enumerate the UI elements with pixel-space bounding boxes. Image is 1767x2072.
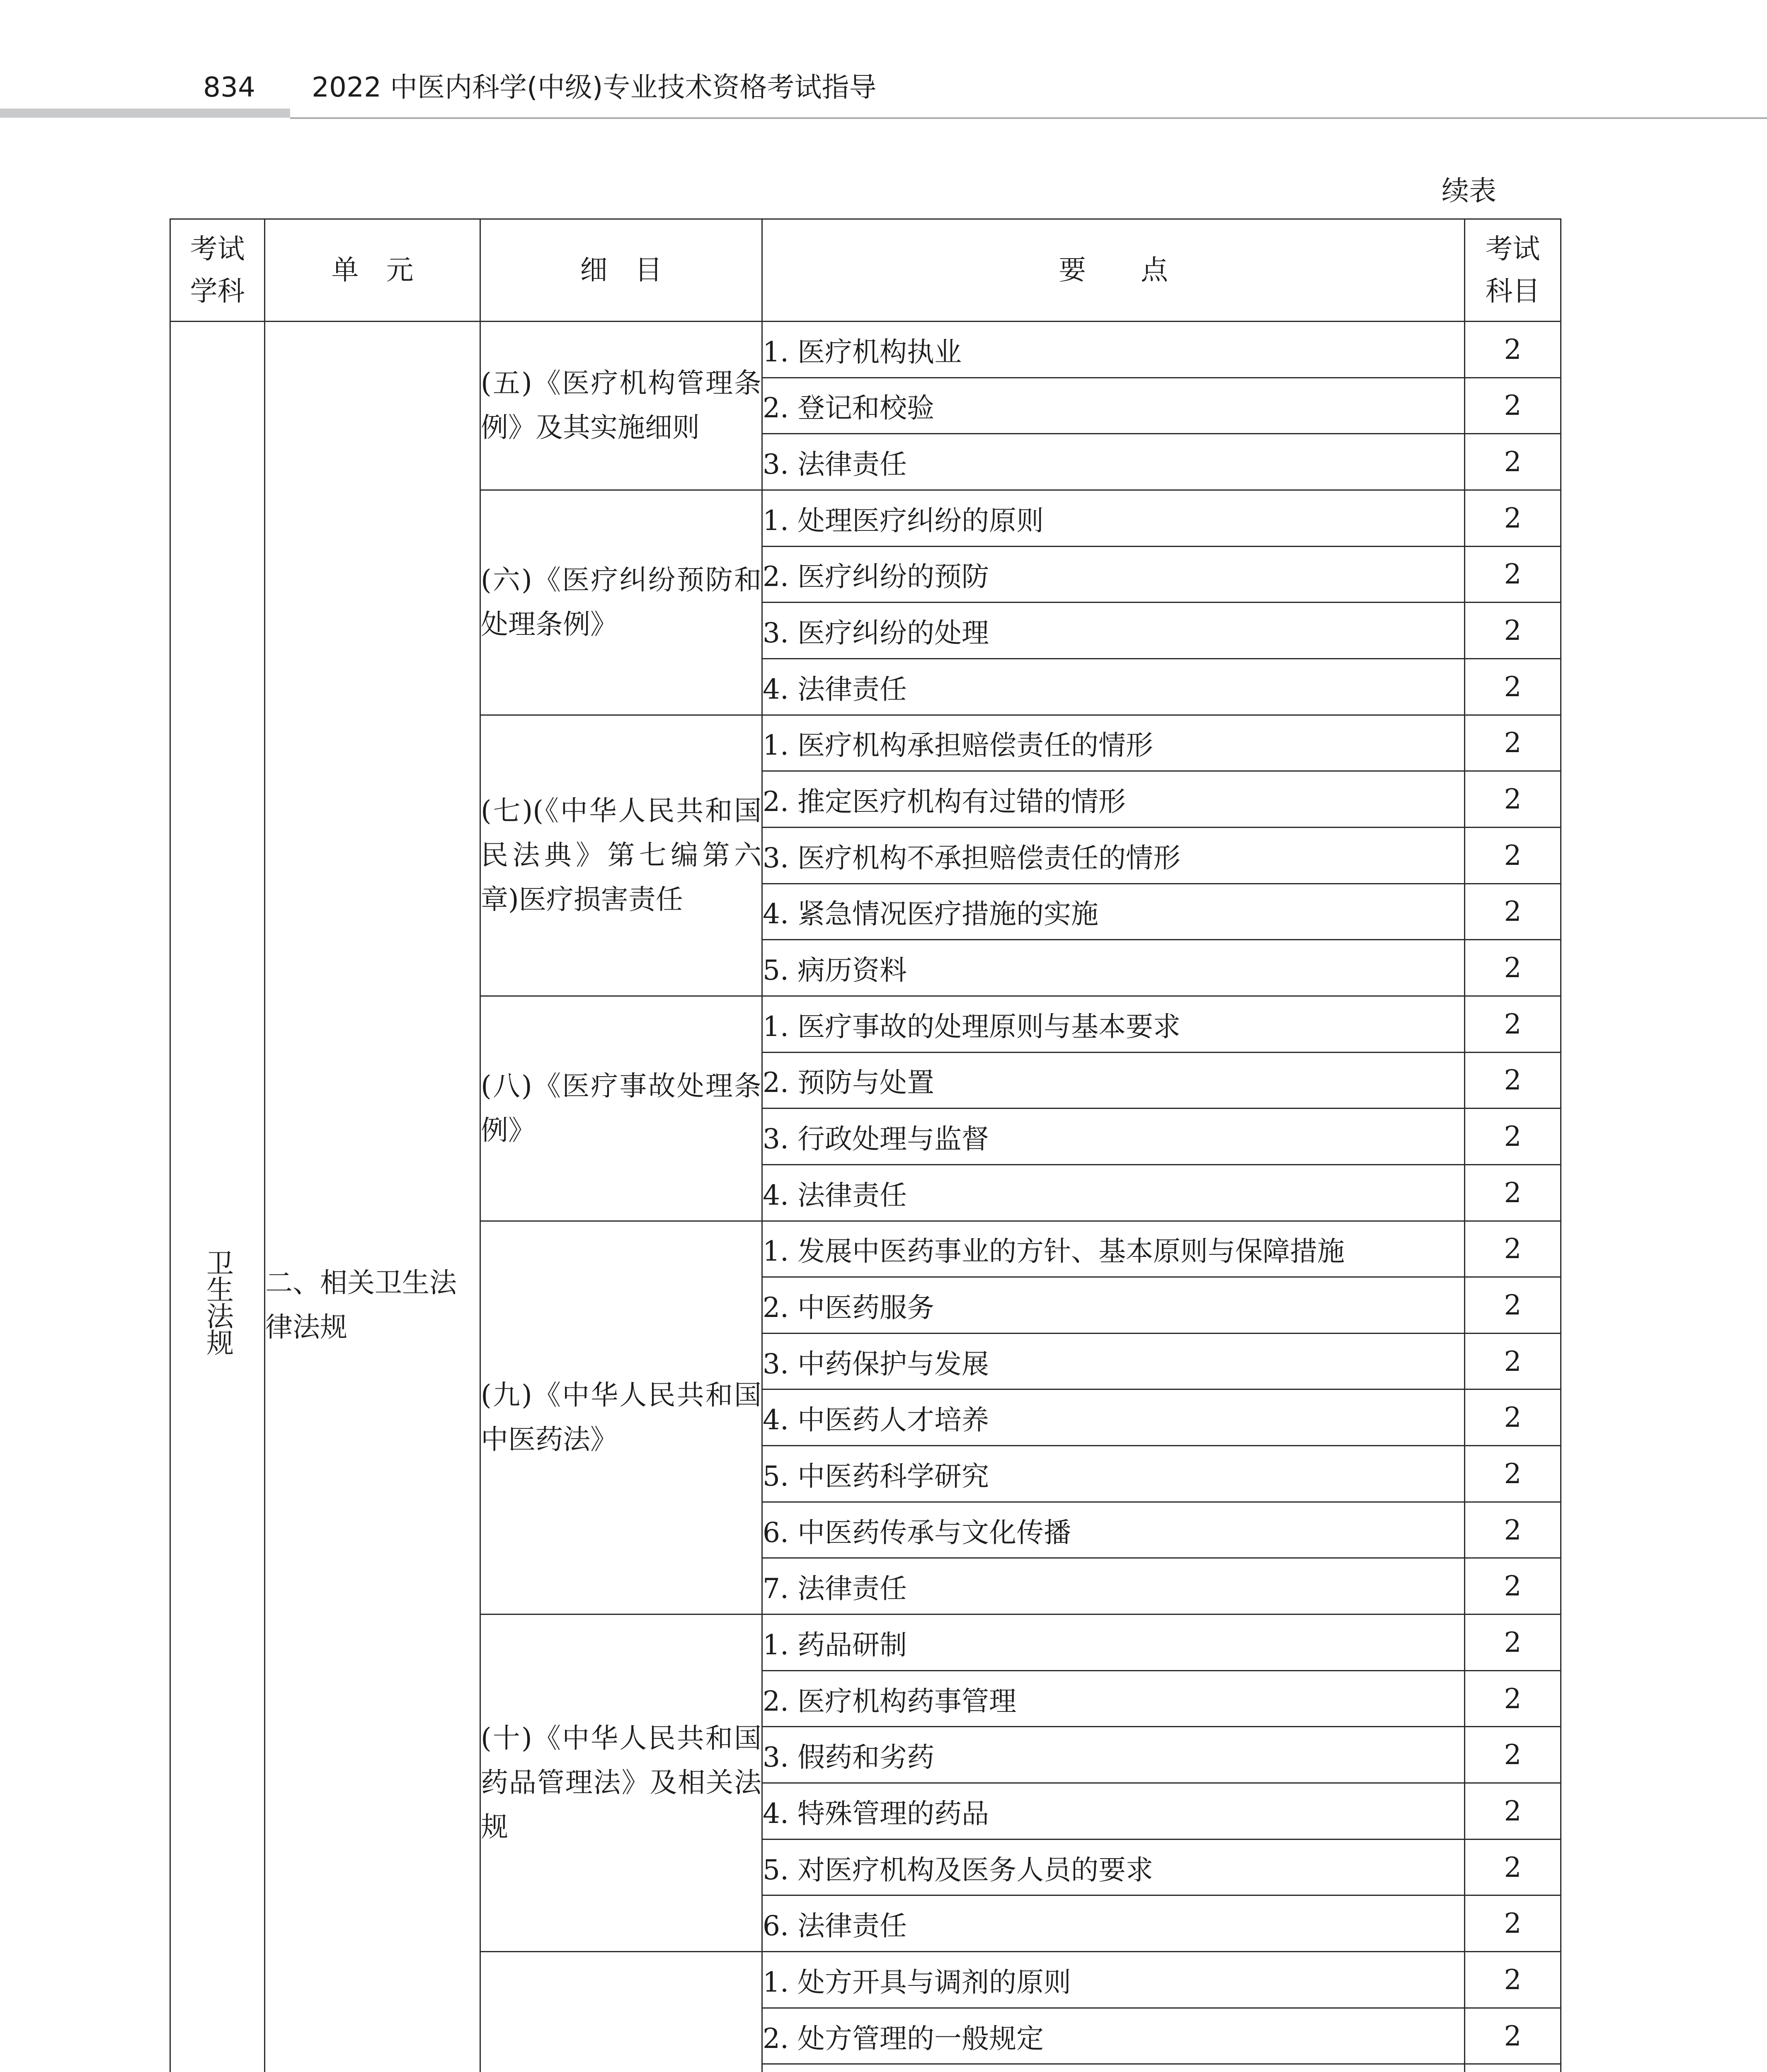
page-number: 834 bbox=[203, 71, 255, 103]
detail-cell: (十)《中华人民共和国药品管理法》及相关法规 bbox=[480, 1615, 762, 1952]
unit-cell: 二、相关卫生法律法规 bbox=[265, 322, 480, 2072]
point-cell: 1. 处方开具与调剂的原则 bbox=[762, 1952, 1465, 2008]
level-cell: 2 bbox=[1465, 996, 1561, 1052]
detail-cell: (八)《医疗事故处理条例》 bbox=[480, 996, 762, 1221]
point-cell bbox=[762, 2064, 1465, 2072]
level-cell: 2 bbox=[1465, 1727, 1561, 1783]
point-cell: 3. 法律责任 bbox=[762, 434, 1465, 490]
header-accent-bar bbox=[0, 109, 290, 118]
level-cell: 2 bbox=[1465, 771, 1561, 828]
level-cell: 2 bbox=[1465, 1558, 1561, 1615]
detail-cell: (六)《医疗纠纷预防和处理条例》 bbox=[480, 490, 762, 715]
level-cell bbox=[1465, 2064, 1561, 2072]
level-cell: 2 bbox=[1465, 1052, 1561, 1109]
level-cell: 2 bbox=[1465, 546, 1561, 603]
point-cell: 3. 行政处理与监督 bbox=[762, 1109, 1465, 1165]
table-header-row bbox=[170, 219, 1561, 322]
detail-cell: (九)《中华人民共和国中医药法》 bbox=[480, 1221, 762, 1615]
table-row bbox=[170, 322, 1561, 378]
level-cell: 2 bbox=[1465, 1277, 1561, 1334]
level-cell: 2 bbox=[1465, 1389, 1561, 1446]
point-cell: 6. 法律责任 bbox=[762, 1895, 1465, 1952]
level-cell: 2 bbox=[1465, 1164, 1561, 1221]
point-cell: 3. 医疗纠纷的处理 bbox=[762, 603, 1465, 659]
level-cell: 2 bbox=[1465, 1895, 1561, 1952]
level-cell: 2 bbox=[1465, 1446, 1561, 1502]
level-cell: 2 bbox=[1465, 1333, 1561, 1389]
point-cell: 1. 药品研制 bbox=[762, 1615, 1465, 1671]
book-title: 2022 中医内科学(中级)专业技术资格考试指导 bbox=[312, 71, 877, 103]
point-cell: 4. 法律责任 bbox=[762, 1164, 1465, 1221]
point-cell: 5. 对医疗机构及医务人员的要求 bbox=[762, 1839, 1465, 1895]
level-cell: 2 bbox=[1465, 884, 1561, 940]
level-cell: 2 bbox=[1465, 1952, 1561, 2008]
level-cell: 2 bbox=[1465, 715, 1561, 771]
level-cell: 2 bbox=[1465, 1670, 1561, 1727]
point-cell: 2. 处方管理的一般规定 bbox=[762, 2008, 1465, 2064]
level-cell: 2 bbox=[1465, 1783, 1561, 1840]
level-cell: 2 bbox=[1465, 827, 1561, 884]
detail-cell bbox=[480, 1952, 762, 2072]
header-subject: 考试 学科 bbox=[170, 219, 265, 322]
level-cell: 2 bbox=[1465, 1502, 1561, 1558]
point-cell: 2. 医疗纠纷的预防 bbox=[762, 546, 1465, 603]
detail-cell: (五)《医疗机构管理条例》及其实施细则 bbox=[480, 322, 762, 490]
header-level: 考试 科目 bbox=[1465, 219, 1561, 322]
level-cell: 2 bbox=[1465, 434, 1561, 490]
level-cell: 2 bbox=[1465, 1221, 1561, 1277]
subject-cell bbox=[170, 322, 265, 2072]
point-cell: 4. 紧急情况医疗措施的实施 bbox=[762, 884, 1465, 940]
level-cell: 2 bbox=[1465, 1109, 1561, 1165]
point-cell: 2. 中医药服务 bbox=[762, 1277, 1465, 1334]
level-cell: 2 bbox=[1465, 1839, 1561, 1895]
point-cell: 1. 医疗事故的处理原则与基本要求 bbox=[762, 996, 1465, 1052]
point-cell: 2. 登记和校验 bbox=[762, 378, 1465, 434]
header-unit: 单 元 bbox=[265, 219, 480, 322]
level-cell: 2 bbox=[1465, 490, 1561, 546]
level-cell: 2 bbox=[1465, 1615, 1561, 1671]
point-cell: 3. 中药保护与发展 bbox=[762, 1333, 1465, 1389]
point-cell: 1. 发展中医药事业的方针、基本原则与保障措施 bbox=[762, 1221, 1465, 1277]
point-cell: 6. 中医药传承与文化传播 bbox=[762, 1502, 1465, 1558]
header-rule bbox=[290, 117, 1767, 119]
header-points: 要 点 bbox=[762, 219, 1465, 322]
level-cell: 2 bbox=[1465, 940, 1561, 996]
syllabus-table bbox=[170, 218, 1561, 2072]
level-cell: 2 bbox=[1465, 603, 1561, 659]
point-cell: 4. 中医药人才培养 bbox=[762, 1389, 1465, 1446]
subject-text: 卫生法规 bbox=[201, 1249, 234, 1355]
level-cell: 2 bbox=[1465, 378, 1561, 434]
level-cell: 2 bbox=[1465, 658, 1561, 715]
point-cell: 2. 医疗机构药事管理 bbox=[762, 1670, 1465, 1727]
detail-cell: (七)(《中华人民共和国民法典》第七编第六章)医疗损害责任 bbox=[480, 715, 762, 996]
point-cell: 5. 中医药科学研究 bbox=[762, 1446, 1465, 1502]
point-cell: 5. 病历资料 bbox=[762, 940, 1465, 996]
level-cell: 2 bbox=[1465, 322, 1561, 378]
point-cell: 2. 推定医疗机构有过错的情形 bbox=[762, 771, 1465, 828]
point-cell: 1. 医疗机构执业 bbox=[762, 322, 1465, 378]
point-cell: 3. 医疗机构不承担赔偿责任的情形 bbox=[762, 827, 1465, 884]
header-detail: 细 目 bbox=[480, 219, 762, 322]
point-cell: 7. 法律责任 bbox=[762, 1558, 1465, 1615]
point-cell: 1. 医疗机构承担赔偿责任的情形 bbox=[762, 715, 1465, 771]
continuation-label: 续表 bbox=[1442, 175, 1496, 207]
point-cell: 4. 特殊管理的药品 bbox=[762, 1783, 1465, 1840]
point-cell: 4. 法律责任 bbox=[762, 658, 1465, 715]
point-cell: 1. 处理医疗纠纷的原则 bbox=[762, 490, 1465, 546]
point-cell: 2. 预防与处置 bbox=[762, 1052, 1465, 1109]
point-cell: 3. 假药和劣药 bbox=[762, 1727, 1465, 1783]
level-cell: 2 bbox=[1465, 2008, 1561, 2064]
